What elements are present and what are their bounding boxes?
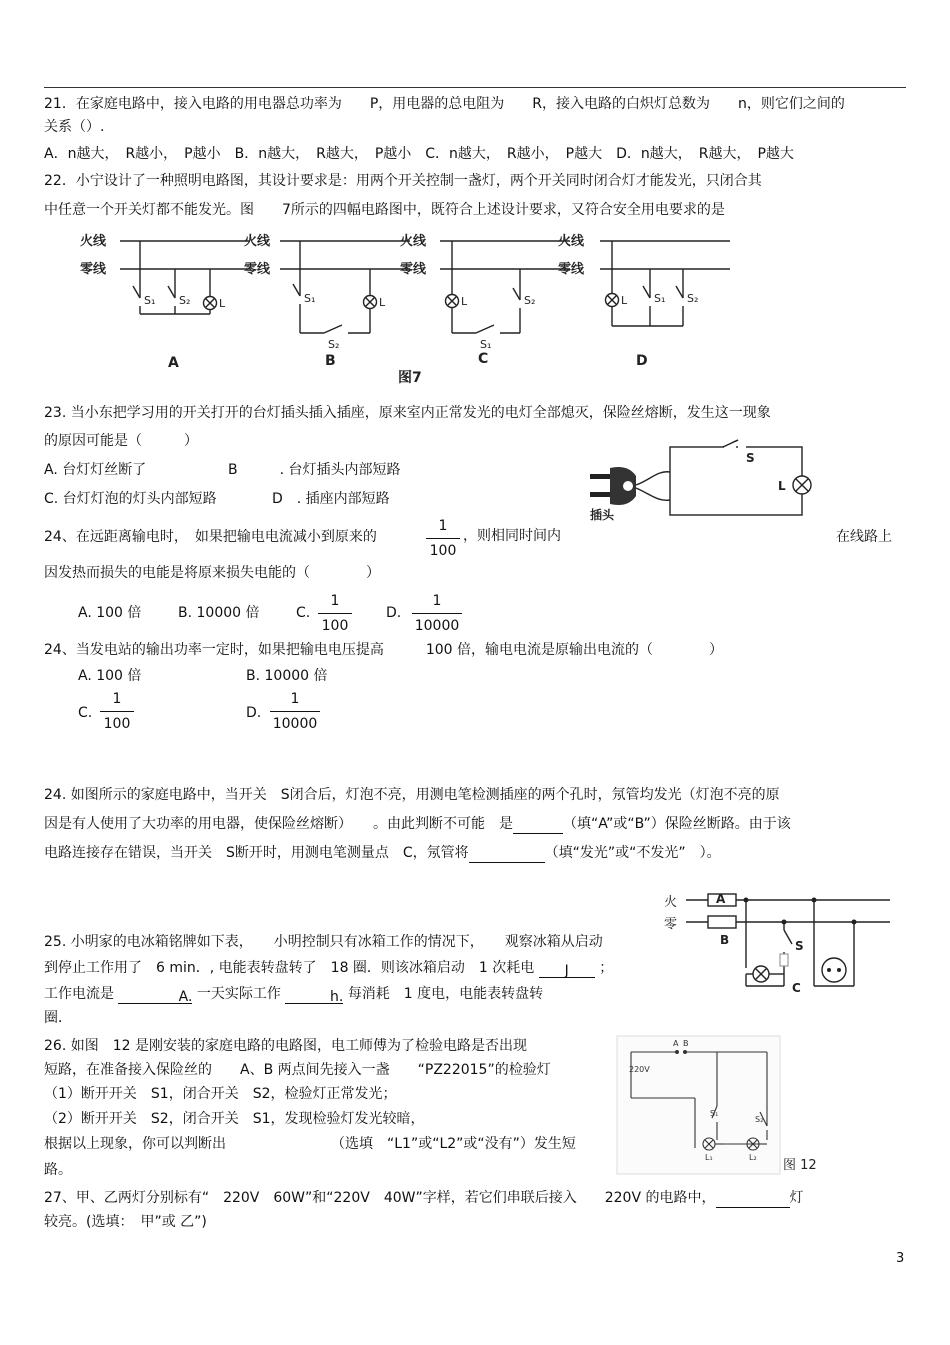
q24b-c-num: 1 xyxy=(112,691,122,707)
q24a-option-d-label: D. xyxy=(386,605,402,621)
q22-line1: 22．小宁设计了一种照明电路图，其设计要求是：用两个开关控制一盏灯，两个开关同时闭合灯才能发光，只闭合其 xyxy=(44,173,762,189)
q25-line2b: ； xyxy=(599,960,614,976)
fig-zero-label: 零 xyxy=(664,917,678,932)
fig12-voltage-label: 220V xyxy=(629,1065,650,1074)
q25-current-blank[interactable] xyxy=(118,987,192,1004)
q25-current-unit: A. xyxy=(178,989,193,1005)
household-circuit-figure xyxy=(662,888,892,998)
q24c-line2a: 因是有人使用了大功率的用电器，使保险丝熔断） 。由此判断不可能 是 xyxy=(44,816,513,832)
q24a-c-den: 100 xyxy=(321,618,349,634)
fig7-c-neutral-label: 零线 xyxy=(400,262,427,277)
q24a-line2: 因发热而损失的电能是将原来损失电能的（ ） xyxy=(44,565,380,581)
q27-line1a: 27、甲、乙两灯分别标有“ 220V 60W”和“220V 40W”字样，若它们串联后接入 220V 的电路中， xyxy=(44,1190,716,1206)
fig7-c-lamp: L xyxy=(461,295,468,308)
fig7-a-lamp: L xyxy=(219,297,226,310)
fig-fire-label: 火 xyxy=(664,895,678,910)
fig7-c-live-label: 火线 xyxy=(400,234,427,249)
q23-option-c: C. 台灯灯泡的灯头内部短路 xyxy=(44,491,217,507)
fig7-d-lamp: L xyxy=(621,294,628,307)
fig7-caption: 图7 xyxy=(398,370,422,386)
q24b-option-b: B. 10000 倍 xyxy=(246,668,328,684)
q24a-line1: 24、在远距离输电时， 如果把输电电流减小到原来的 xyxy=(44,529,377,545)
fig7-label-d: D xyxy=(636,353,648,369)
fig-fuse-b-label: B xyxy=(720,933,730,947)
q26-line4: （2）断开开关 S2，闭合开关 S1，发现检验灯发光较暗， xyxy=(44,1111,425,1127)
q25-line2 xyxy=(44,958,613,978)
q25-line4: 圈． xyxy=(44,1010,72,1026)
fig12-s1-label: S₁ xyxy=(710,1109,719,1118)
q23-line1: 23. 当小东把学习用的开关打开的台灯插头插入插座，原来室内正常发光的电灯全部熄灭，保险丝熔断，发生这一现象 xyxy=(44,405,771,421)
q24c-line2b: （填“A”或“B”）保险丝断路。由于该 xyxy=(563,816,791,832)
q25-hours-unit: h. xyxy=(330,989,344,1005)
fig7-a-s2: S₂ xyxy=(179,294,191,307)
q24c-answer-blank-2[interactable] xyxy=(469,846,545,863)
q21-options: A．n越大， R越小， P越小 B．n越大， R越大， P越小 C．n越大， R越小， P越大 D．n越大， R越大， P越大 xyxy=(44,146,794,162)
fig12-l2-label: L₂ xyxy=(749,1153,757,1162)
q24b-d-den: 10000 xyxy=(272,716,318,732)
q25-line3b: 一天实际工作 xyxy=(196,986,281,1002)
q23-line2: 的原因可能是（ ） xyxy=(44,433,198,449)
q26-line1: 26. 如图 12 是刚安装的家庭电路的电路图，电工师傅为了检验电路是否出现 xyxy=(44,1038,527,1054)
figure-7-circuits xyxy=(80,228,740,393)
q24a-d-num: 1 xyxy=(432,593,442,609)
q27-line2: 较亮。(选填： 甲”或 乙”) xyxy=(44,1214,207,1230)
q25-line1: 25. 小明家的电冰箱铭牌如下表， 小明控制只有冰箱工作的情况下， 观察冰箱从启动 xyxy=(44,934,603,950)
q24c-line3 xyxy=(44,843,721,863)
q23-option-b: B . 台灯插头内部短路 xyxy=(228,462,401,478)
fig7-label-b: B xyxy=(325,353,336,369)
fig7-a-s1: S₁ xyxy=(144,294,156,307)
fig12-caption: 图 12 xyxy=(783,1158,817,1173)
q27-line1b: 灯 xyxy=(789,1190,804,1206)
q24c-line3b: （填“发光”或“不发光” ）。 xyxy=(544,845,721,861)
top-rule xyxy=(44,87,906,88)
fig12-s2-label: S₂ xyxy=(755,1115,764,1124)
figure-12-circuit xyxy=(617,1036,847,1174)
q25-line3c: 每消耗 1 度电，电能表转盘转 xyxy=(347,986,544,1002)
q25-line3 xyxy=(44,984,543,1004)
q24b-option-c-fraction xyxy=(100,689,134,734)
fig12-l1-label: L₁ xyxy=(705,1153,713,1162)
q24a-fraction xyxy=(426,516,460,561)
q21-line2: 关系（）. xyxy=(44,119,105,135)
q24b-option-d-label: D. xyxy=(246,705,262,721)
q27-answer-blank[interactable] xyxy=(716,1191,790,1208)
fig7-label-c: C xyxy=(478,351,489,367)
fig-fuse-a-label: A xyxy=(716,892,726,906)
q24c-line3a: 电路连接存在错误，当开关 S断开时，用测电笔测量点 C，氖管将 xyxy=(44,845,469,861)
q24a-option-c-label: C. xyxy=(296,605,311,621)
fig7-d-live-label: 火线 xyxy=(558,234,585,249)
q24a-c-num: 1 xyxy=(330,593,340,609)
q24a-fraction-den: 100 xyxy=(429,543,457,559)
q24a-d-den: 10000 xyxy=(414,618,460,634)
q24a-option-c-fraction xyxy=(318,591,352,636)
fig7-d-s2: S₂ xyxy=(687,292,699,305)
fig7-a-neutral-label: 零线 xyxy=(80,262,107,277)
fig12-a-label: A xyxy=(673,1039,679,1048)
fig7-label-a: A xyxy=(168,355,179,371)
fig7-b-neutral-label: 零线 xyxy=(244,262,271,277)
q24a-option-d-fraction xyxy=(412,591,462,636)
q24b-option-a: A. 100 倍 xyxy=(78,668,142,684)
q24c-answer-blank-1[interactable] xyxy=(513,817,563,834)
q26-line5: 根据以上现象，你可以判断出 （选填 “L1”或“L2”或“没有”）发生短 xyxy=(44,1136,576,1152)
fig7-d-s1: S₁ xyxy=(654,292,666,305)
q25-line2a: 到停止工作用了 6 min．, 电能表转盘转了 18 圈．则该冰箱启动 1 次耗电 xyxy=(44,960,535,976)
q25-hours-blank[interactable] xyxy=(285,987,343,1004)
fig7-b-s2: S₂ xyxy=(328,338,340,351)
page-number: 3 xyxy=(896,1251,905,1266)
fig7-c-s2: S₂ xyxy=(524,294,536,307)
q24a-line1c: 在线路上 xyxy=(836,529,892,545)
fig-point-c-label: C xyxy=(792,981,801,995)
q25-line3a: 工作电流是 xyxy=(44,986,114,1002)
q23-option-d: D . 插座内部短路 xyxy=(272,491,390,507)
lamp-label-l: L xyxy=(778,479,786,493)
q24c-line1: 24. 如图所示的家庭电路中，当开关 S闭合后，灯泡不亮，用测电笔检测插座的两个孔时，氖管均发光（灯泡不亮的原 xyxy=(44,787,780,803)
q24a-line1b: ，则相同时间内 xyxy=(463,528,561,544)
fig7-b-s1: S₁ xyxy=(304,292,316,305)
q23-option-a: A. 台灯灯丝断了 xyxy=(44,462,147,478)
q26-line3: （1）断开开关 S1，闭合开关 S2，检验灯正常发光； xyxy=(44,1086,397,1102)
q24b-option-d-fraction xyxy=(270,689,320,734)
q26-line6: 路。 xyxy=(44,1162,72,1178)
q26-line2: 短路，在准备接入保险丝的 A、B 两点间先接入一盏 “PZ22015”的检验灯 xyxy=(44,1062,551,1078)
q24b-line1: 24、当发电站的输出功率一定时，如果把输电电压提高 100 倍，输电电流是原输出电流的（ ） xyxy=(44,642,723,658)
q22-line2: 中任意一个开关灯都不能发光。图 7所示的四幅电路图中，既符合上述设计要求，又符合安全用电要求的是 xyxy=(44,202,725,218)
q25-energy-unit: J xyxy=(564,963,569,979)
fig7-b-lamp: L xyxy=(379,296,386,309)
fig7-b-live-label: 火线 xyxy=(244,234,271,249)
q24b-option-c-label: C. xyxy=(78,705,93,721)
plug-label: 插头 xyxy=(590,508,615,522)
fig7-d-neutral-label: 零线 xyxy=(558,262,585,277)
fig12-b-label: B xyxy=(683,1039,689,1048)
q24a-fraction-num: 1 xyxy=(438,518,448,534)
fig-switch-s-label: S xyxy=(795,939,804,953)
switch-label-s: S xyxy=(746,451,755,465)
q24b-c-den: 100 xyxy=(103,716,131,732)
lamp-plug-circuit-figure xyxy=(588,440,823,525)
q24b-d-num: 1 xyxy=(290,691,300,707)
q25-energy-blank[interactable] xyxy=(539,961,595,978)
fig7-c-s1: S₁ xyxy=(480,338,492,351)
q24a-option-a: A. 100 倍 xyxy=(78,605,142,621)
q24c-line2 xyxy=(44,814,791,834)
q21-line1: 21．在家庭电路中，接入电路的用电器总功率为 P，用电器的总电阻为 R，接入电路的白炽灯总数为 n，则它们之间的 xyxy=(44,96,845,112)
fig7-a-live-label: 火线 xyxy=(80,234,107,249)
q27-line1 xyxy=(44,1188,804,1208)
q24a-option-b: B. 10000 倍 xyxy=(178,605,260,621)
